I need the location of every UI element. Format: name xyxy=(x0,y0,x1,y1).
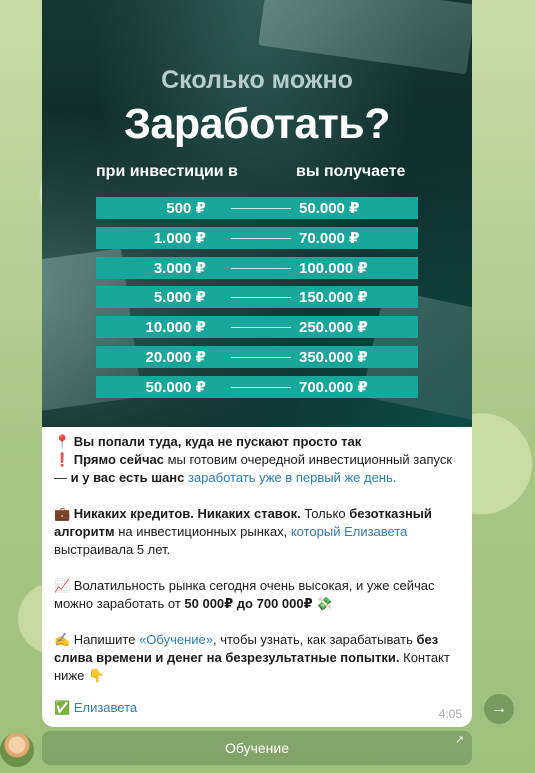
return-amount: 350.000 ₽ xyxy=(299,348,368,366)
algo-text: Только xyxy=(300,506,350,521)
share-icon[interactable]: → xyxy=(484,694,514,724)
external-link-icon: ↗ xyxy=(454,734,464,746)
intro-text: мы готовим очередной инвестиционный запуск — xyxy=(54,452,453,485)
arrow-line xyxy=(231,208,291,209)
arrow-line xyxy=(231,387,291,388)
return-row xyxy=(96,316,418,338)
signature-link[interactable]: Елизавета xyxy=(73,700,138,715)
return-row xyxy=(96,286,418,308)
channel-post xyxy=(42,0,472,727)
return-amount: 70.000 ₽ xyxy=(299,229,360,247)
return-row xyxy=(96,346,418,368)
arrow-line xyxy=(231,357,291,358)
check-icon: ✅ xyxy=(54,700,71,715)
message-time: 4:05 xyxy=(438,707,462,721)
invest-amount: 1.000 ₽ xyxy=(153,229,206,247)
invest-amount: 500 ₽ xyxy=(166,200,206,217)
column-header-invest: при инвестиции в xyxy=(96,163,238,180)
intro-bold: ❗ Прямо сейчас xyxy=(54,452,164,467)
invest-amount: 3.000 ₽ xyxy=(153,259,206,277)
promo-banner-image[interactable] xyxy=(42,0,472,427)
paragraph-cta xyxy=(54,631,460,685)
cta-text-3: Контакт ниже 👇 xyxy=(54,650,450,683)
money-icon: 💸 xyxy=(312,596,333,611)
arrow-line xyxy=(231,268,291,269)
invest-amount: 10.000 ₽ xyxy=(145,319,206,337)
volatility-text: 📈 Волатильность рынка сегодня очень высокая, и уже сейчас можно заработать от xyxy=(54,578,435,611)
return-row xyxy=(96,257,418,279)
cta-bold: без слива времени и денег на безрезультатные попытки. xyxy=(54,632,439,665)
return-amount: 250.000 ₽ xyxy=(299,319,368,337)
algo-text-3: выстраивала 5 лет. xyxy=(54,542,171,557)
volatility-bold: 50 000₽ до 700 000₽ xyxy=(184,596,313,611)
cta-text: ✍️ Напишите xyxy=(54,632,140,647)
message-text xyxy=(42,427,472,717)
return-amount: 100.000 ₽ xyxy=(299,259,368,277)
avatar[interactable] xyxy=(0,733,34,767)
arrow-line xyxy=(231,327,291,328)
cta-text-2: , чтобы узнать, как зарабатывать xyxy=(212,632,417,647)
invest-amount: 5.000 ₽ xyxy=(153,289,206,307)
return-amount: 700.000 ₽ xyxy=(299,378,368,396)
arrow-line xyxy=(231,238,291,239)
invest-amount: 50.000 ₽ xyxy=(145,378,206,396)
paragraph-intro xyxy=(54,433,460,487)
cta-link[interactable]: «Обучение» xyxy=(139,632,213,647)
banknote-decoration xyxy=(258,0,472,74)
return-row xyxy=(96,376,418,398)
intro-line: 📍 Вы попали туда, куда не пускают просто так xyxy=(54,434,362,449)
algo-text-2: на инвестиционных рынках, xyxy=(114,524,291,539)
inline-button-obuchenie[interactable] xyxy=(42,731,472,765)
algo-bold: 💼 Никаких кредитов. Никаких ставок. xyxy=(54,506,301,521)
signature xyxy=(54,699,460,717)
intro-bold-2: и у вас есть шанс xyxy=(70,470,188,485)
intro-link[interactable]: заработать уже в первый же день. xyxy=(187,470,397,485)
return-row xyxy=(96,227,418,249)
button-label: Обучение xyxy=(224,740,290,756)
return-amount: 50.000 ₽ xyxy=(299,200,360,217)
paragraph-volatility xyxy=(54,577,460,613)
banner-title-line2: Заработать? xyxy=(123,100,391,148)
return-table xyxy=(96,197,418,406)
banner-title-line1: Сколько можно xyxy=(161,66,353,94)
algo-bold-2: безотказный алгоритм xyxy=(54,506,432,539)
column-header-receive: вы получаете xyxy=(296,163,406,180)
return-amount: 150.000 ₽ xyxy=(299,289,368,307)
invest-amount: 20.000 ₽ xyxy=(145,348,206,366)
algo-link[interactable]: который Елизавета xyxy=(290,524,408,539)
return-row xyxy=(96,197,418,219)
arrow-line xyxy=(231,297,291,298)
paragraph-algorithm xyxy=(54,505,460,559)
